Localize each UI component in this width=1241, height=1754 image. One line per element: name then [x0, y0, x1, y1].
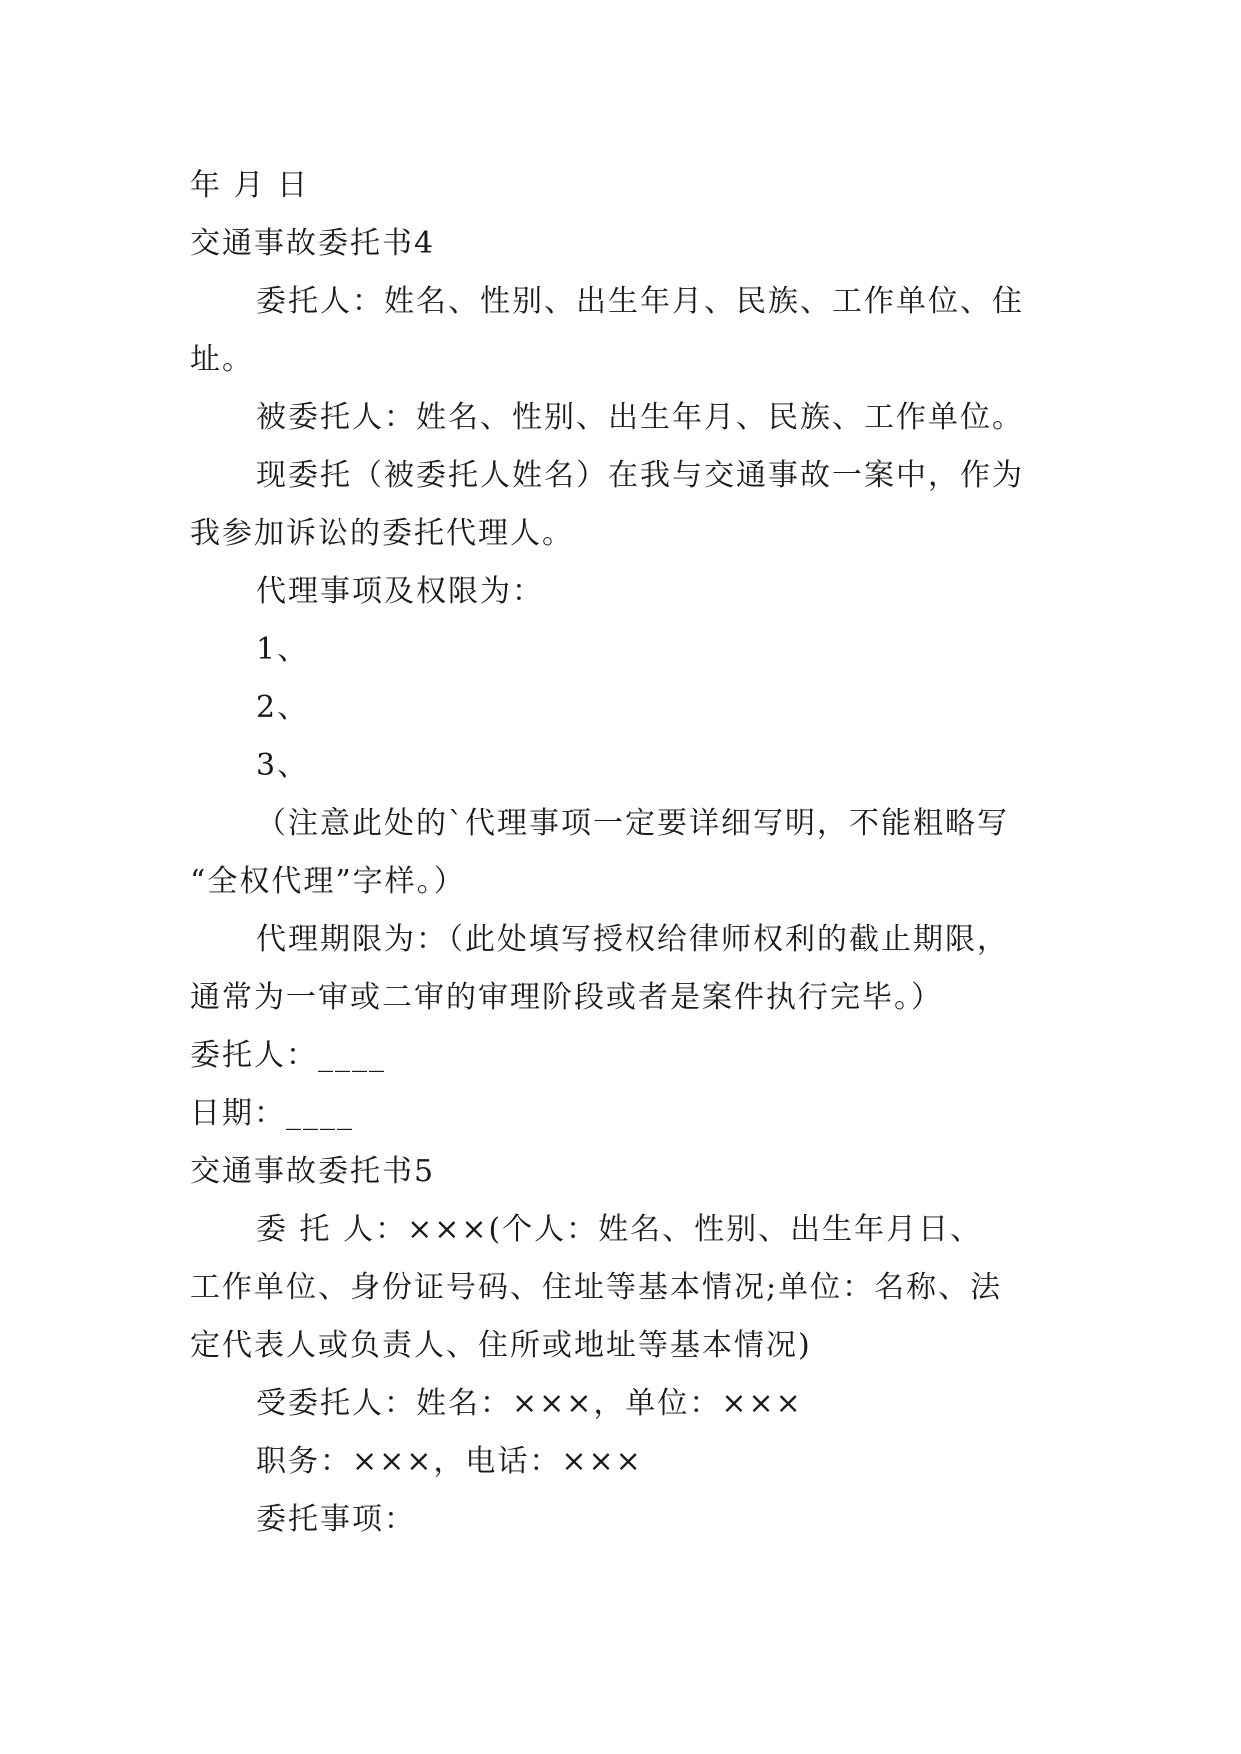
paragraph-line: 被委托人：姓名、性别、出生年月、民族、工作单位。	[256, 400, 1024, 435]
date-signature-line: 日期：____	[190, 1096, 354, 1131]
paragraph-line: 委托事项：	[256, 1502, 416, 1537]
date-line: 年 月 日	[190, 168, 310, 203]
paragraph-line: 代理事项及权限为：	[256, 574, 544, 609]
paragraph-line: 工作单位、身份证号码、住址等基本情况;单位：名称、法	[190, 1270, 1003, 1305]
paragraph-line: 受委托人：姓名：×××，单位：×××	[256, 1386, 803, 1421]
list-item: 3、	[256, 748, 310, 783]
section-title-4: 交通事故委托书4	[190, 226, 436, 261]
signature-line: 委托人：____	[190, 1038, 386, 1073]
section-title-5: 交通事故委托书5	[190, 1154, 436, 1189]
paragraph-line: （注意此处的`代理事项一定要详细写明，不能粗略写	[256, 806, 1009, 841]
paragraph-line: 代理期限为：（此处填写授权给律师权利的截止期限，	[256, 922, 1009, 957]
paragraph-line: 通常为一审或二审的审理阶段或者是案件执行完毕。）	[190, 980, 943, 1015]
paragraph-line: 定代表人或负责人、住所或地址等基本情况)	[190, 1328, 812, 1363]
paragraph-line: “全权代理”字样。）	[190, 864, 466, 899]
paragraph-line: 我参加诉讼的委托代理人。	[190, 516, 574, 551]
paragraph-line: 职务：×××，电话：×××	[256, 1444, 643, 1479]
paragraph-line: 委托人：姓名、性别、出生年月、民族、工作单位、住	[256, 284, 1024, 319]
paragraph-line: 址。	[190, 342, 254, 377]
paragraph-line: 委 托 人：×××(个人：姓名、性别、出生年月日、	[256, 1212, 983, 1247]
list-item: 1、	[256, 632, 310, 667]
list-item: 2、	[256, 690, 310, 725]
paragraph-line: 现委托（被委托人姓名）在我与交通事故一案中，作为	[256, 458, 1024, 493]
